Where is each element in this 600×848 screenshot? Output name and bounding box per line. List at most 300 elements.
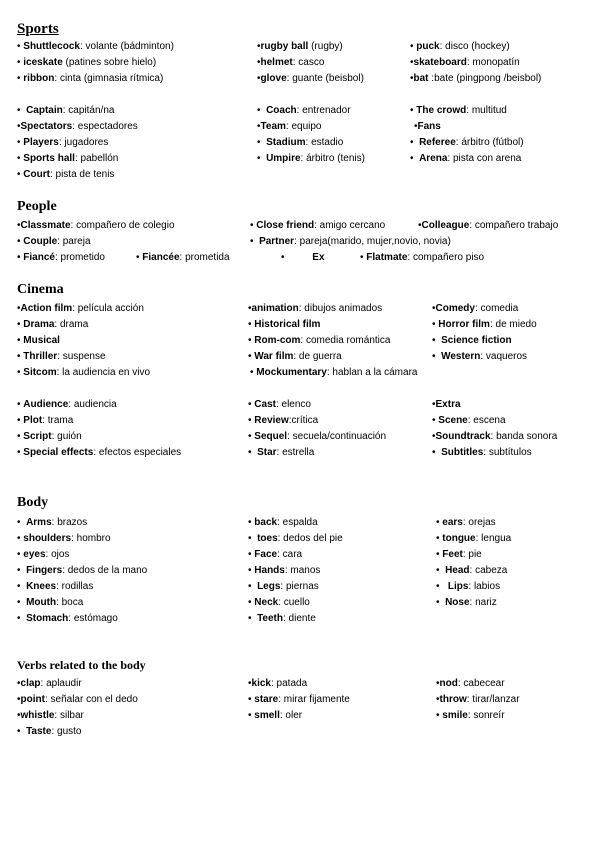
vocab-translation: : suspense — [57, 351, 106, 362]
vocab-item — [17, 336, 60, 346]
bullet: • — [436, 694, 440, 705]
vocab-translation: : dibujos animados — [298, 303, 383, 314]
vocab-term: Shuttlecock — [23, 41, 80, 52]
bullet: • — [17, 415, 24, 426]
vocab-item — [248, 534, 343, 544]
heading-body: Body — [17, 495, 49, 510]
vocab-term: Sports hall — [23, 153, 75, 164]
vocab-translation: : de miedo — [489, 319, 537, 330]
vocab-translation: : casco — [292, 57, 325, 68]
bullet: • — [17, 121, 21, 132]
vocab-term: puck — [416, 41, 440, 52]
bullet: • — [248, 319, 255, 330]
bullet: • — [248, 565, 255, 576]
vocab-item — [432, 304, 518, 314]
vocab-translation: : capitán/na — [62, 105, 115, 116]
vocab-item — [432, 400, 461, 410]
vocab-item — [432, 448, 532, 458]
vocab-item — [257, 122, 322, 132]
bullet: • — [436, 581, 448, 592]
bullet: • — [17, 549, 24, 560]
vocab-item — [17, 550, 69, 560]
vocab-translation: : prometida — [179, 252, 230, 263]
vocab-term: The crowd — [416, 105, 467, 116]
vocab-item — [17, 122, 138, 132]
vocab-term: Classmate — [20, 220, 71, 231]
vocab-translation: : nariz — [469, 597, 497, 608]
vocab-item — [248, 550, 302, 560]
heading-verbs: Verbs related to the body — [17, 658, 146, 672]
vocab-term: Flatmate — [366, 252, 408, 263]
vocab-translation: : hablan a la cámara — [326, 367, 418, 378]
vocab-translation: : rodillas — [56, 581, 94, 592]
vocab-term: Scene — [438, 415, 468, 426]
vocab-term: Fiancé — [23, 252, 55, 263]
vocab-item — [436, 679, 505, 689]
vocab-item — [17, 106, 114, 116]
vocab-item — [281, 253, 325, 263]
heading-people: People — [17, 199, 57, 214]
vocab-item — [17, 432, 82, 442]
vocab-item — [250, 221, 385, 231]
vocab-term: Stadium — [266, 137, 306, 148]
bullet: • — [248, 710, 255, 721]
vocab-item — [17, 74, 163, 84]
bullet: • — [17, 431, 24, 442]
bullet: • — [17, 303, 21, 314]
vocab-translation: (rugby) — [308, 41, 343, 52]
vocab-item — [436, 711, 505, 721]
vocab-term: Musical — [23, 335, 60, 346]
bullet: • — [17, 694, 21, 705]
bullet: • — [17, 169, 24, 180]
vocab-item — [17, 221, 175, 231]
vocab-term: Teeth — [257, 613, 283, 624]
vocab-translation: : boca — [56, 597, 84, 608]
vocab-term: Head — [445, 565, 470, 576]
vocab-translation: : pabellón — [74, 153, 119, 164]
vocab-item — [17, 138, 108, 148]
bullet: • — [436, 517, 443, 528]
vocab-translation: :crítica — [288, 415, 319, 426]
vocab-term: Star — [257, 447, 277, 458]
vocab-translation: : pareja(marido, mujer,novio, novia) — [294, 236, 451, 247]
vocab-term: Close friend — [256, 220, 315, 231]
vocab-translation: : pista de tenis — [49, 169, 115, 180]
bullet: • — [17, 220, 21, 231]
vocab-item — [17, 237, 91, 247]
vocab-item — [17, 582, 93, 592]
vocab-translation: : oler — [279, 710, 303, 721]
vocab-term: Arena — [419, 153, 448, 164]
vocab-term: War film — [254, 351, 294, 362]
vocab-term: toes — [257, 533, 278, 544]
bullet: • — [257, 41, 261, 52]
bullet: • — [414, 121, 418, 132]
bullet: • — [17, 137, 24, 148]
vocab-translation: : la audiencia en vivo — [56, 367, 151, 378]
vocab-term: skateboard — [413, 57, 467, 68]
vocab-translation: : ojos — [45, 549, 70, 560]
bullet: • — [17, 726, 27, 737]
bullet: • — [248, 415, 255, 426]
vocab-item — [248, 336, 390, 346]
bullet: • — [17, 57, 24, 68]
bullet: • — [436, 533, 443, 544]
vocab-translation: : cabeza — [469, 565, 508, 576]
vocab-item — [17, 154, 118, 164]
bullet: • — [248, 447, 258, 458]
bullet: • — [17, 710, 21, 721]
vocab-item — [17, 679, 82, 689]
bullet: • — [436, 678, 440, 689]
bullet: • — [436, 710, 443, 721]
vocab-term: smell — [254, 710, 280, 721]
vocab-translation: : aplaudir — [40, 678, 82, 689]
vocab-item — [17, 695, 138, 705]
vocab-translation: : drama — [54, 319, 89, 330]
vocab-term: Hands — [254, 565, 285, 576]
vocab-translation: : cinta (gimnasia rítmica) — [54, 73, 164, 84]
vocab-term: throw — [439, 694, 467, 705]
bullet: • — [248, 303, 252, 314]
bullet: • — [432, 303, 436, 314]
bullet: • — [410, 41, 417, 52]
vocab-translation: : equipo — [285, 121, 322, 132]
vocab-term: back — [254, 517, 278, 528]
vocab-translation: : pie — [462, 549, 482, 560]
vocab-item — [17, 518, 87, 528]
vocab-translation: : de guerra — [293, 351, 342, 362]
vocab-item — [410, 106, 507, 116]
bullet: • — [248, 678, 252, 689]
vocab-term: Spectators — [20, 121, 73, 132]
vocab-item — [17, 170, 114, 180]
bullet: • — [432, 431, 436, 442]
bullet: • — [248, 335, 255, 346]
bullet: • — [257, 137, 267, 148]
vocab-item — [248, 304, 382, 314]
vocab-item — [17, 320, 88, 330]
vocab-item — [257, 58, 324, 68]
bullet: • — [17, 367, 24, 378]
vocab-term: Court — [23, 169, 50, 180]
vocab-term: Action film — [20, 303, 73, 314]
vocab-term: Stomach — [26, 613, 69, 624]
vocab-term: Subtitles — [441, 447, 484, 458]
vocab-translation: : mirar fijamente — [278, 694, 350, 705]
vocab-item — [17, 368, 150, 378]
vocab-translation: : prometido — [54, 252, 105, 263]
vocab-term: Referee — [419, 137, 456, 148]
bullet: • — [248, 533, 258, 544]
bullet: • — [17, 319, 24, 330]
vocab-translation: : disco (hockey) — [439, 41, 510, 52]
vocab-term: Mockumentary — [256, 367, 327, 378]
vocab-term: Sequel — [254, 431, 288, 442]
vocab-translation: : hombro — [71, 533, 111, 544]
vocab-item — [248, 598, 310, 608]
vocab-item — [17, 304, 144, 314]
bullet: • — [410, 153, 420, 164]
vocab-term: stare — [254, 694, 279, 705]
vocab-term: Plot — [23, 415, 43, 426]
vocab-item — [257, 138, 343, 148]
vocab-item — [436, 518, 496, 528]
vocab-translation: : patada — [270, 678, 308, 689]
vocab-translation: : manos — [284, 565, 321, 576]
vocab-term: Coach — [266, 105, 297, 116]
bullet: • — [17, 399, 24, 410]
vocab-item — [17, 566, 147, 576]
vocab-translation: : volante (bádminton) — [79, 41, 174, 52]
vocab-translation: : subtítulos — [483, 447, 532, 458]
vocab-term: Knees — [26, 581, 57, 592]
vocab-translation: : multitud — [466, 105, 507, 116]
bullet: • — [281, 252, 313, 263]
vocab-translation: : banda sonora — [490, 431, 558, 442]
bullet: • — [436, 549, 443, 560]
vocab-translation: : compañero piso — [407, 252, 485, 263]
vocab-item — [410, 42, 510, 52]
vocab-term: Fans — [417, 121, 441, 132]
bullet: • — [418, 220, 422, 231]
vocab-term: bat — [413, 73, 429, 84]
vocab-item — [436, 550, 482, 560]
vocab-item — [414, 122, 441, 132]
bullet: • — [248, 549, 255, 560]
vocab-term: ears — [442, 517, 463, 528]
bullet: • — [432, 319, 439, 330]
vocab-term: Colleague — [421, 220, 470, 231]
vocab-term: point — [20, 694, 45, 705]
bullet: • — [257, 73, 261, 84]
vocab-term: Nose — [445, 597, 470, 608]
bullet: • — [250, 236, 260, 247]
vocab-translation: : estrella — [276, 447, 315, 458]
bullet: • — [432, 399, 436, 410]
vocab-term: Ex — [312, 252, 325, 263]
vocab-term: Taste — [26, 726, 52, 737]
bullet: • — [410, 57, 414, 68]
vocab-item — [17, 534, 111, 544]
vocab-item — [418, 221, 558, 231]
bullet: • — [257, 153, 267, 164]
vocab-term: iceskate — [23, 57, 63, 68]
vocab-translation: : labios — [468, 581, 501, 592]
vocab-item — [248, 679, 307, 689]
vocab-term: Drama — [23, 319, 55, 330]
vocab-translation: : dedos de la mano — [62, 565, 148, 576]
vocab-term: ribbon — [23, 73, 55, 84]
bullet: • — [410, 73, 414, 84]
vocab-translation: : cuello — [278, 597, 310, 608]
vocab-item — [360, 253, 484, 263]
vocab-translation: : dedos del pie — [277, 533, 343, 544]
bullet: • — [410, 105, 417, 116]
vocab-item — [17, 42, 174, 52]
bullet: • — [17, 351, 24, 362]
vocab-term: glove — [260, 73, 287, 84]
vocab-translation: : guante (beisbol) — [286, 73, 364, 84]
vocab-term: shoulders — [23, 533, 72, 544]
bullet: • — [360, 252, 367, 263]
bullet: • — [432, 351, 442, 362]
bullet: • — [17, 581, 27, 592]
vocab-translation: : espalda — [277, 517, 318, 528]
vocab-term: smile — [442, 710, 468, 721]
vocab-item — [257, 74, 364, 84]
bullet: • — [17, 153, 24, 164]
vocab-item — [248, 432, 386, 442]
vocab-translation: : orejas — [462, 517, 496, 528]
vocab-term: Western — [441, 351, 481, 362]
vocab-translation: : monopatín — [466, 57, 520, 68]
vocab-term: Horror film — [438, 319, 490, 330]
vocab-translation: : guión — [51, 431, 82, 442]
vocab-term: whistle — [20, 710, 55, 721]
heading-cinema: Cinema — [17, 282, 64, 297]
vocab-term: Players — [23, 137, 59, 148]
bullet: • — [17, 613, 27, 624]
vocab-item — [248, 566, 320, 576]
vocab-term: Captain — [26, 105, 63, 116]
bullet: • — [17, 236, 24, 247]
heading-sports: Sports — [17, 21, 59, 37]
vocab-translation: : compañero trabajo — [469, 220, 559, 231]
bullet: • — [248, 399, 255, 410]
vocab-item — [436, 566, 507, 576]
vocab-term: Face — [254, 549, 278, 560]
vocab-item — [248, 711, 302, 721]
vocab-translation: : comedia — [474, 303, 519, 314]
bullet: • — [248, 694, 255, 705]
vocab-term: Review — [254, 415, 289, 426]
vocab-item — [17, 598, 83, 608]
vocab-translation: : diente — [283, 613, 316, 624]
vocab-term: Feet — [442, 549, 463, 560]
bullet: • — [250, 220, 257, 231]
bullet: • — [17, 517, 27, 528]
vocab-term: Science fiction — [441, 335, 512, 346]
vocab-item — [436, 534, 511, 544]
vocab-item — [248, 352, 342, 362]
vocab-term: Rom-com — [254, 335, 301, 346]
vocab-translation: : secuela/continuación — [287, 431, 387, 442]
vocab-term: animation — [251, 303, 299, 314]
bullet: • — [248, 351, 255, 362]
vocab-term: Mouth — [26, 597, 57, 608]
vocab-translation: : sonreír — [467, 710, 505, 721]
vocab-translation: : elenco — [275, 399, 311, 410]
bullet: • — [248, 581, 258, 592]
vocab-term: Couple — [23, 236, 58, 247]
vocab-translation: : cabecear — [457, 678, 505, 689]
vocab-term: Partner — [259, 236, 295, 247]
vocab-item — [432, 320, 537, 330]
vocab-item — [17, 448, 181, 458]
vocab-term: Special effects — [23, 447, 94, 458]
vocab-term: tongue — [442, 533, 476, 544]
vocab-item — [17, 400, 117, 410]
bullet: • — [17, 73, 24, 84]
vocab-translation: : brazos — [51, 517, 88, 528]
vocab-item — [17, 711, 84, 721]
bullet: • — [436, 597, 446, 608]
vocab-item — [257, 106, 351, 116]
bullet: • — [410, 137, 420, 148]
bullet: • — [17, 335, 24, 346]
vocab-translation: : estadio — [305, 137, 344, 148]
vocab-item — [410, 74, 541, 84]
vocab-item — [17, 614, 118, 624]
vocab-item — [248, 416, 318, 426]
bullet: • — [17, 252, 24, 263]
bullet: • — [248, 517, 255, 528]
bullet: • — [432, 335, 442, 346]
vocab-term: Audience — [23, 399, 69, 410]
vocab-item — [436, 598, 497, 608]
bullet: • — [248, 597, 255, 608]
vocab-item — [250, 237, 451, 247]
bullet: • — [436, 565, 446, 576]
vocab-translation: : gusto — [51, 726, 82, 737]
vocab-item — [248, 614, 316, 624]
bullet: • — [257, 121, 261, 132]
vocab-item — [410, 58, 520, 68]
vocab-term: Fingers — [26, 565, 63, 576]
vocab-translation: : señalar con el dedo — [44, 694, 138, 705]
vocab-translation: : trama — [42, 415, 74, 426]
vocab-translation: : escena — [467, 415, 506, 426]
vocab-translation: : compañero de colegio — [70, 220, 175, 231]
vocab-translation: : entrenador — [296, 105, 351, 116]
vocab-translation: : audiencia — [68, 399, 117, 410]
bullet: • — [248, 613, 258, 624]
vocab-item — [248, 400, 311, 410]
vocab-translation: : comedia romántica — [300, 335, 391, 346]
vocab-translation: : pista con arena — [447, 153, 522, 164]
vocab-term: Arms — [26, 517, 52, 528]
bullet: • — [432, 447, 442, 458]
bullet: • — [250, 367, 257, 378]
vocab-term: Historical film — [254, 319, 321, 330]
vocab-term: Sitcom — [23, 367, 57, 378]
vocab-term: Neck — [254, 597, 279, 608]
vocab-item — [410, 154, 521, 164]
vocab-translation: : silbar — [54, 710, 84, 721]
bullet: • — [17, 533, 24, 544]
vocab-translation: : estómago — [68, 613, 118, 624]
vocab-term: Fiancée — [142, 252, 180, 263]
vocab-item — [248, 448, 314, 458]
bullet: • — [17, 678, 21, 689]
vocab-term: Umpire — [266, 153, 301, 164]
vocab-item — [250, 368, 417, 378]
vocab-item — [257, 154, 365, 164]
vocab-term: Comedy — [435, 303, 475, 314]
vocab-item — [432, 352, 527, 362]
vocab-term: rugby ball — [260, 41, 309, 52]
vocab-translation: :bate (pingpong /beisbol) — [428, 73, 542, 84]
vocab-item — [136, 253, 230, 263]
vocab-term: kick — [251, 678, 271, 689]
vocab-item — [432, 336, 512, 346]
vocab-term: Cast — [254, 399, 276, 410]
vocab-item — [257, 42, 343, 52]
bullet: • — [17, 447, 24, 458]
vocab-item — [436, 582, 500, 592]
